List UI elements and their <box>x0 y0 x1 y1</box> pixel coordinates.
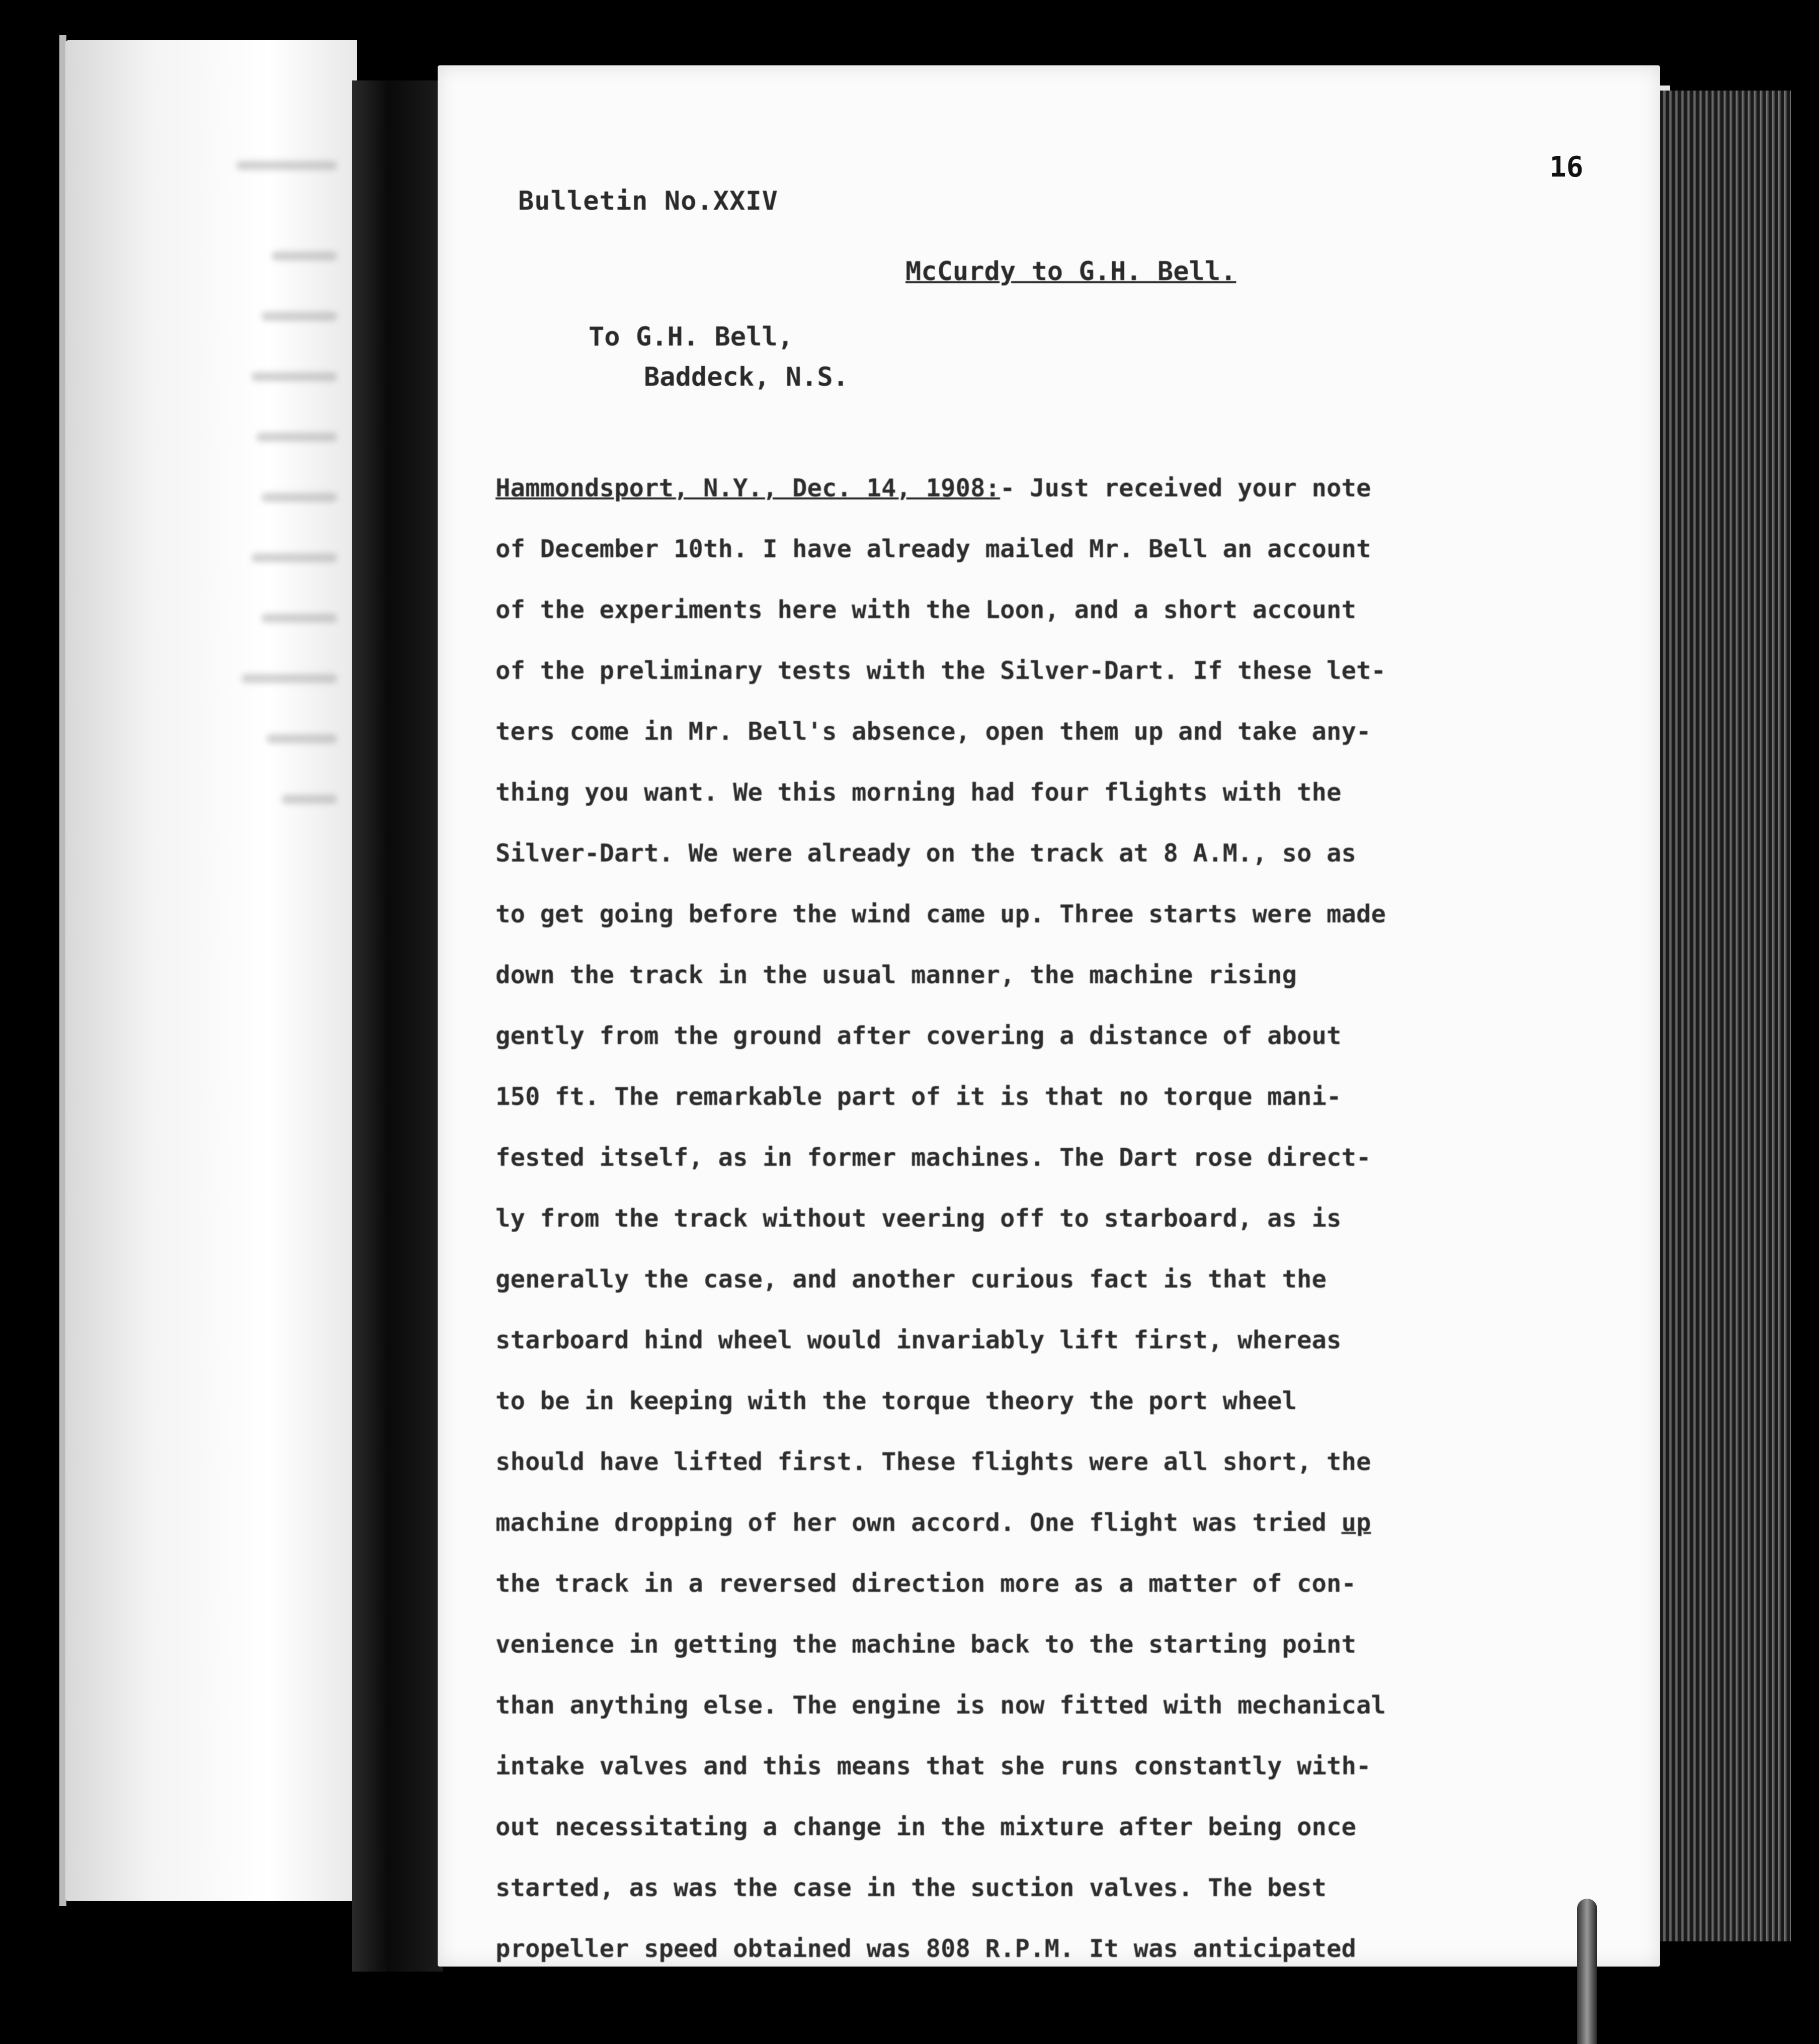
body-line <box>495 458 1612 519</box>
body-line: ters come in Mr. Bell's absence, open them up and take any- <box>495 717 1371 746</box>
book-gutter <box>352 80 443 1972</box>
body-line: of the preliminary tests with the Silver-Dart. If these let- <box>495 656 1386 685</box>
pen-tip <box>1577 1899 1597 2044</box>
stacked-page-edges <box>1660 91 1791 1941</box>
body-line: out necessitating a change in the mixture after being once <box>495 1813 1357 1841</box>
address-block <box>589 317 849 397</box>
body-line: than anything else. The engine is now fitted with mechanical <box>495 1691 1386 1720</box>
body-line: to be in keeping with the torque theory the port wheel <box>495 1387 1297 1415</box>
body-line: ly from the track without veering off to starboard, as is <box>495 1204 1342 1233</box>
body-line: propeller speed obtained was 808 R.P.M. It was anticipated <box>495 1934 1357 1963</box>
dateline: Hammondsport, N.Y., Dec. 14, 1908: <box>495 474 1001 502</box>
body-line: Silver-Dart. We were already on the track at 8 A.M., so as <box>495 839 1357 868</box>
address-line-2: Baddeck, N.S. <box>644 362 849 392</box>
body-line: venience in getting the machine back to the starting point <box>495 1630 1357 1659</box>
underlined-up: up <box>1341 1508 1371 1537</box>
document-page <box>438 65 1660 1967</box>
facing-left-page <box>65 40 357 1901</box>
letter-body <box>495 458 1612 1979</box>
body-line: of December 10th. I have already mailed Mr. Bell an account <box>495 535 1371 563</box>
body-line <box>495 1492 1612 1553</box>
body-line: fested itself, as in former machines. The Dart rose direct- <box>495 1143 1371 1172</box>
body-line: the track in a reversed direction more as a matter of con- <box>495 1569 1357 1598</box>
body-line: to get going before the wind came up. Three starts were made <box>495 900 1386 928</box>
body-line: 150 ft. The remarkable part of it is that no torque mani- <box>495 1082 1342 1111</box>
body-line: thing you want. We this morning had four flights with the <box>495 778 1342 807</box>
body-line: generally the case, and another curious fact is that the <box>495 1265 1327 1294</box>
body-line-text: - Just received your note <box>1000 474 1371 502</box>
body-line-text: machine dropping of her own accord. One flight was tried <box>495 1508 1327 1537</box>
body-line: down the track in the usual manner, the machine rising <box>495 961 1297 989</box>
body-line: gently from the ground after covering a distance of about <box>495 1021 1342 1050</box>
body-line: intake valves and this means that she runs constantly with- <box>495 1752 1371 1780</box>
bulletin-number: Bulletin No.XXIV <box>518 186 778 216</box>
body-line: starboard hind wheel would invariably lift first, whereas <box>495 1326 1342 1354</box>
body-line: started, as was the case in the suction valves. The best <box>495 1873 1327 1902</box>
body-line: of the experiments here with the Loon, and a short account <box>495 595 1357 624</box>
page-number: 16 <box>1549 151 1584 184</box>
address-line-1: To G.H. Bell, <box>589 322 793 352</box>
body-line: should have lifted first. These flights were all short, the <box>495 1447 1371 1476</box>
letter-heading: McCurdy to G.H. Bell. <box>905 257 1236 287</box>
